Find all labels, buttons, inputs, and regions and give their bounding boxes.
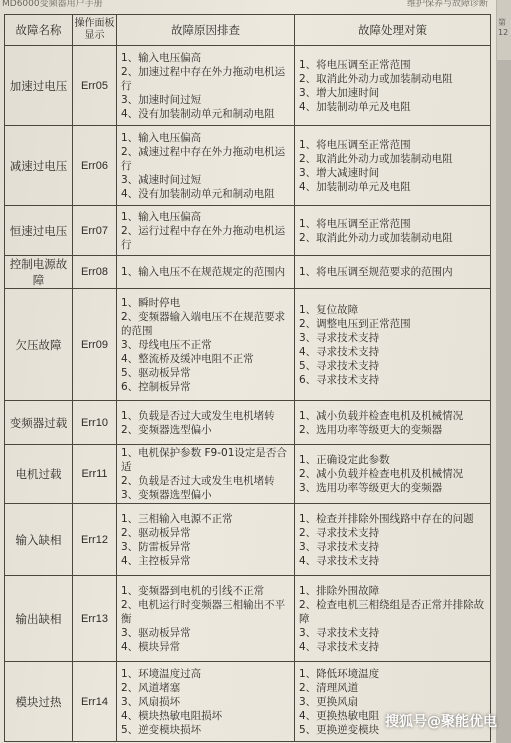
fault-code: Err10	[73, 401, 117, 445]
cause-item: 1、输入电压不在规范规定的范围内	[121, 266, 286, 278]
fault-name: 输出缺相	[5, 576, 73, 662]
action-item: 3、增大减速时间	[299, 166, 380, 179]
action-item: 1、检查并排除外围线路中存在的问题	[299, 512, 474, 525]
table-row	[5, 504, 491, 576]
action-item: 4、寻求技术支持	[299, 640, 380, 653]
cause-item: 1、负载是否过大或发生电机堵转	[121, 409, 275, 422]
action-item: 5、更换逆变模块	[299, 723, 380, 736]
fault-actions	[295, 289, 491, 401]
fault-actions	[295, 504, 491, 576]
fault-causes	[117, 445, 295, 504]
cause-item: 4、模块异常	[121, 640, 181, 653]
action-item: 1、降低环境温度	[299, 667, 380, 680]
cause-item: 2、运行过程中存在外力拖动电机运行	[121, 224, 286, 251]
fault-name: 减速过电压	[5, 126, 73, 206]
cause-item: 1、电机保护参数 F9-01设定是否合适	[121, 447, 287, 473]
action-item: 2、检查电机三相绕组是否正常并排除故障	[299, 598, 485, 625]
fault-actions	[295, 401, 491, 445]
fault-causes	[117, 126, 295, 206]
table-row	[5, 445, 491, 504]
cause-item: 1、变频器到电机的引线不正常	[121, 584, 265, 597]
action-item: 1、排除外围故障	[299, 584, 380, 597]
header-fault-name: 故障名称	[5, 15, 73, 46]
fault-causes	[117, 289, 295, 401]
fault-causes	[117, 46, 295, 126]
table-row	[5, 126, 491, 206]
action-item: 3、寻求技术支持	[299, 331, 380, 344]
header-action: 故障处理对策	[295, 15, 491, 46]
fault-actions	[295, 126, 491, 206]
table-row	[5, 256, 491, 289]
action-item: 1、正确设定此参数	[299, 454, 390, 466]
header-panel-display: 操作面板显示	[73, 15, 117, 46]
action-item: 3、增大加速时间	[299, 86, 380, 99]
cause-item: 4、模块热敏电阻损坏	[121, 709, 223, 722]
cause-item: 1、瞬时停电	[121, 296, 181, 309]
cause-item: 5、逆变模块损坏	[121, 723, 202, 736]
action-item: 3、寻求技术支持	[299, 626, 380, 639]
fault-code: Err13	[73, 576, 117, 662]
cause-item: 4、没有加装制动单元和制动电阻	[121, 187, 275, 200]
fault-actions	[295, 445, 491, 504]
action-item: 3、选用功率等级更大的变频器	[299, 482, 443, 494]
table-row	[5, 289, 491, 401]
fault-code: Err05	[73, 46, 117, 126]
fault-name: 欠压故障	[5, 289, 73, 401]
fault-name: 输入缺相	[5, 504, 73, 576]
table-row	[5, 206, 491, 256]
action-item: 1、将电压调至正常范围	[299, 217, 411, 230]
fault-causes	[117, 401, 295, 445]
fault-code: Err06	[73, 126, 117, 206]
cause-item: 5、驱动板异常	[121, 366, 191, 379]
fault-code: Err08	[73, 256, 117, 289]
fault-causes	[117, 206, 295, 256]
action-item: 5、寻求技术支持	[299, 359, 380, 372]
fault-name: 恒速过电压	[5, 206, 73, 256]
fault-name: 控制电源故障	[5, 256, 73, 289]
cause-item: 1、输入电压偏高	[121, 51, 202, 64]
fault-name: 电机过载	[5, 445, 73, 504]
cause-item: 1、环境温度过高	[121, 667, 202, 680]
action-item: 1、将电压调至正常范围	[299, 58, 411, 71]
cause-item: 2、减速过程中存在外力拖动电机运行	[121, 145, 286, 172]
cause-item: 1、输入电压偏高	[121, 210, 202, 223]
action-item: 6、寻求技术支持	[299, 373, 380, 386]
fault-code: Err11	[73, 445, 117, 504]
table-row	[5, 401, 491, 445]
action-item: 2、调整电压到正常范围	[299, 317, 411, 330]
action-item: 4、更换热敏电阻	[299, 709, 380, 722]
cause-item: 3、驱动板异常	[121, 626, 191, 639]
header-left-text: MD6000变频器用户手册	[2, 0, 103, 9]
page-header	[0, 0, 496, 12]
cause-item: 1、输入电压偏高	[121, 131, 202, 144]
cause-item: 2、电机运行时变频器三相输出不平衡	[121, 598, 286, 625]
fault-causes	[117, 504, 295, 576]
cause-item: 2、驱动板异常	[121, 526, 191, 539]
action-item: 1、将电压调至规范要求的范围内	[299, 266, 453, 278]
cause-item: 4、主控板异常	[121, 554, 191, 567]
cause-item: 6、控制板异常	[121, 380, 191, 393]
next-page-edge: 第12	[497, 0, 511, 60]
action-item: 3、寻求技术支持	[299, 540, 380, 553]
action-item: 2、选用功率等级更大的变频器	[299, 423, 443, 436]
fault-name: 变频器过载	[5, 401, 73, 445]
cause-item: 2、变频器选型偏小	[121, 423, 212, 436]
fault-actions	[295, 256, 491, 289]
table-row	[5, 46, 491, 126]
cause-item: 3、防雷板异常	[121, 540, 191, 553]
cause-item: 4、整流桥及缓冲电阻不正常	[121, 352, 254, 365]
action-item: 1、将电压调至正常范围	[299, 138, 411, 151]
fault-name: 加速过电压	[5, 46, 73, 126]
fault-causes	[117, 662, 295, 742]
fault-code: Err09	[73, 289, 117, 401]
action-item: 2、取消此外动力或加装制动电阻	[299, 72, 453, 85]
action-item: 2、取消此外动力或加装制动电阻	[299, 152, 453, 165]
fault-actions	[295, 206, 491, 256]
action-item: 1、复位故障	[299, 303, 359, 316]
cause-item: 3、加速时间过短	[121, 93, 202, 106]
fault-table	[4, 14, 491, 742]
action-item: 2、减小负载并检查电机及机械情况	[299, 468, 464, 480]
cause-item: 4、没有加装制动单元和制动电阻	[121, 107, 275, 120]
cause-item: 2、风道堵塞	[121, 681, 181, 694]
fault-actions	[295, 46, 491, 126]
action-item: 3、更换风扇	[299, 695, 359, 708]
action-item: 2、清理风道	[299, 681, 359, 694]
header-cause: 故障原因排查	[117, 15, 295, 46]
action-item: 4、加装制动单元及电阻	[299, 100, 411, 113]
fault-causes	[117, 576, 295, 662]
cause-item: 3、减速时间过短	[121, 173, 202, 186]
action-item: 2、寻求技术支持	[299, 526, 380, 539]
cause-item: 2、变频器输入端电压不在规范要求的范围	[121, 310, 286, 337]
table-row	[5, 576, 491, 662]
fault-name: 模块过热	[5, 662, 73, 742]
action-item: 4、加装制动单元及电阻	[299, 180, 411, 193]
fault-actions	[295, 576, 491, 662]
fault-code: Err12	[73, 504, 117, 576]
header-right-text: 维护保养与故障诊断	[406, 0, 488, 9]
cause-item: 2、加速过程中存在外力拖动电机运行	[121, 65, 286, 92]
action-item: 4、寻求技术支持	[299, 554, 380, 567]
action-item: 1、减小负载并检查电机及机械情况	[299, 409, 464, 422]
fault-code: Err14	[73, 662, 117, 742]
cause-item: 3、变频器选型偏小	[121, 489, 212, 501]
action-item: 4、寻求技术支持	[299, 345, 380, 358]
cause-item: 3、风扇损坏	[121, 695, 181, 708]
cause-item: 3、母线电压不正常	[121, 338, 212, 351]
action-item: 2、取消此外动力或加装制动电阻	[299, 231, 453, 244]
table-header-row	[5, 15, 491, 46]
cause-item: 2、负载是否过大或发生电机堵转	[121, 475, 275, 487]
fault-code: Err07	[73, 206, 117, 256]
cause-item: 1、三相输入电源不正常	[121, 512, 233, 525]
watermark: 搜狐号@聚能优电	[385, 714, 497, 730]
fault-causes	[117, 256, 295, 289]
